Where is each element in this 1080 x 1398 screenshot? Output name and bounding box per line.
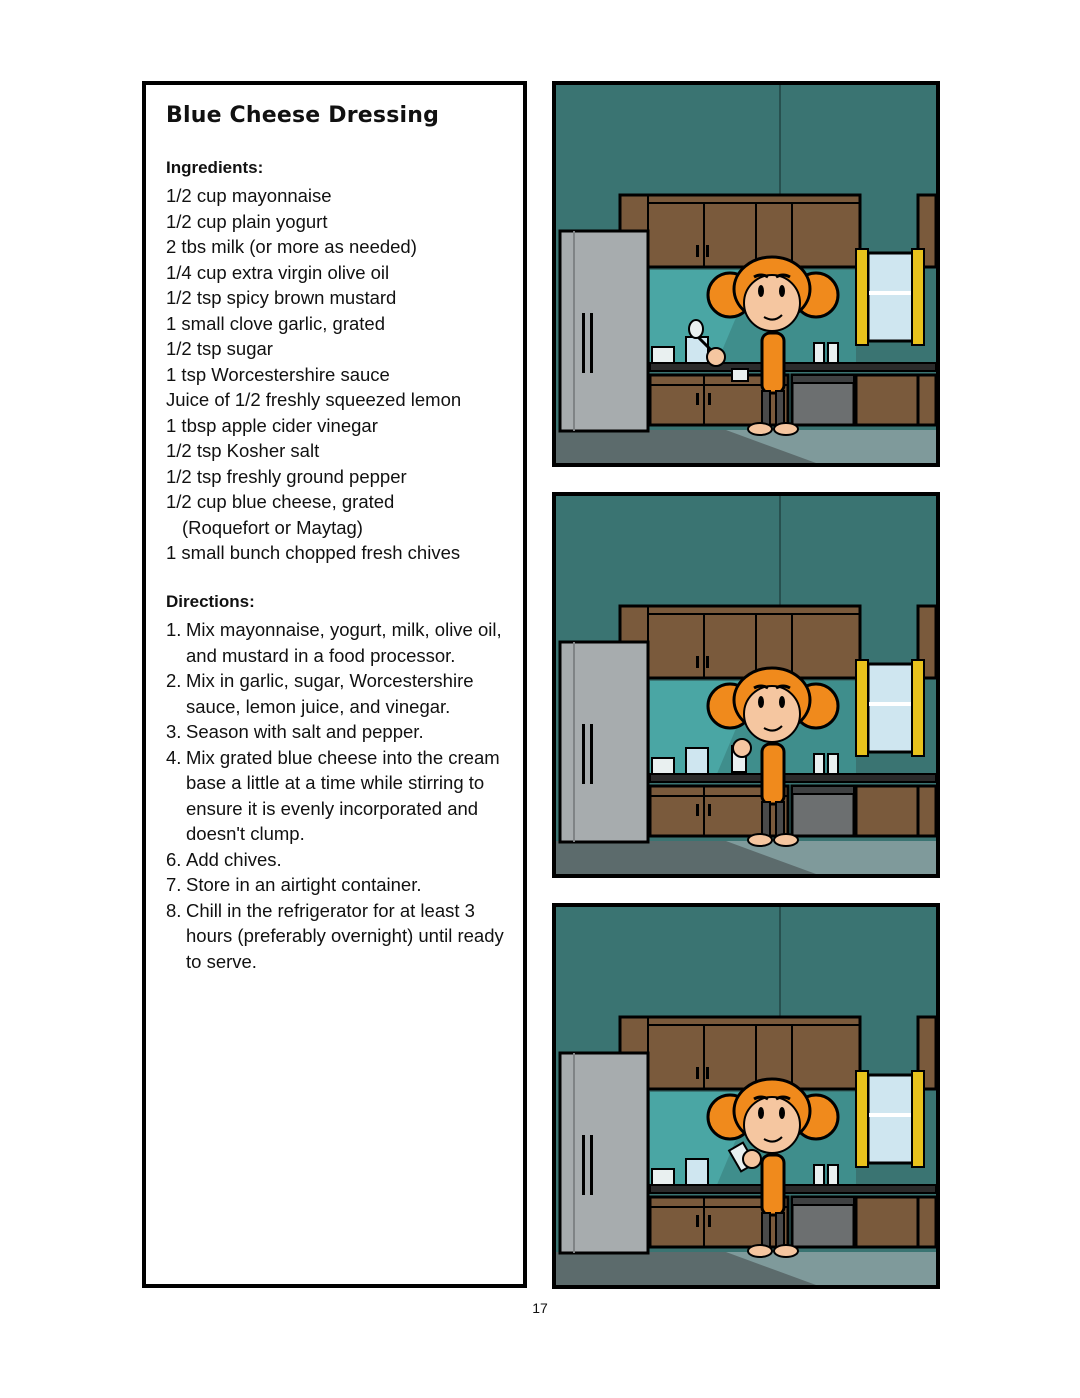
- ingredient-item: 1/2 tsp sugar: [166, 338, 273, 359]
- ingredient-item: 1/4 cup extra virgin olive oil: [166, 261, 390, 283]
- directions-list: [166, 617, 516, 974]
- ingredient-item: 1 small bunch chopped fresh chives: [166, 542, 461, 563]
- step-number: 7.: [166, 874, 182, 895]
- step-text: Store in an airtight container.: [186, 874, 422, 895]
- step-text: Mix mayonnaise, yogurt, milk, olive oil, and mustard in a food processor.: [186, 619, 502, 666]
- kitchen-scene-illustration: [556, 496, 936, 874]
- direction-step: [166, 617, 516, 668]
- kitchen-scene-illustration: [556, 85, 936, 463]
- ingredient-item: 2 tbs milk (or more as needed): [166, 236, 417, 257]
- step-text: Add chives.: [186, 848, 282, 870]
- step-number: 4.: [166, 746, 182, 768]
- ingredient-item: 1 tsp Worcestershire sauce: [166, 363, 390, 385]
- step-text: Mix grated blue cheese into the cream base a little at a time while stirring to ensure it is evenly incorporated and doesn't clump.: [186, 746, 500, 844]
- page-number: 17: [532, 1300, 548, 1316]
- ingredients-list: [166, 183, 516, 566]
- ingredient-item: 1/2 cup blue cheese, grated: [166, 491, 395, 512]
- step-number: 1.: [166, 619, 182, 640]
- step-number: 8.: [166, 899, 182, 921]
- step-text: Chill in the refrigerator for at least 3 hours (preferably overnight) until ready to serve.: [186, 899, 504, 972]
- ingredient-item: 1/2 cup mayonnaise: [166, 185, 332, 206]
- step-number: 3.: [166, 721, 182, 742]
- kitchen-scene-illustration: [556, 907, 936, 1285]
- recipe-card: [142, 81, 527, 1288]
- direction-step: [166, 668, 516, 719]
- ingredient-item: 1/2 tsp spicy brown mustard: [166, 287, 397, 308]
- step-number: 2.: [166, 670, 182, 691]
- direction-step: [166, 745, 516, 847]
- step-number: 6.: [166, 848, 182, 870]
- ingredients-heading: Ingredients:: [166, 158, 264, 177]
- direction-step: [166, 847, 516, 873]
- directions-heading: Directions:: [166, 592, 255, 611]
- recipe-title: Blue Cheese Dressing: [166, 103, 440, 128]
- step-text: Mix in garlic, sugar, Worcestershire sauce, lemon juice, and vinegar.: [186, 670, 474, 717]
- direction-step: [166, 872, 516, 898]
- direction-step: [166, 898, 516, 975]
- ingredient-item-note: (Roquefort or Maytag): [182, 516, 363, 538]
- step-text: Season with salt and pepper.: [186, 721, 424, 742]
- ingredient-item: 1/2 cup plain yogurt: [166, 210, 328, 232]
- ingredient-item: 1/2 tsp freshly ground pepper: [166, 465, 407, 487]
- direction-step: [166, 719, 516, 745]
- ingredient-item: 1 small clove garlic, grated: [166, 312, 386, 334]
- comic-panel-1: [552, 81, 940, 467]
- ingredient-item: 1 tbsp apple cider vinegar: [166, 414, 378, 436]
- ingredient-item: Juice of 1/2 freshly squeezed lemon: [166, 389, 462, 410]
- ingredient-item: 1/2 tsp Kosher salt: [166, 440, 320, 461]
- comic-panel-3: [552, 903, 940, 1289]
- comic-panel-2: [552, 492, 940, 878]
